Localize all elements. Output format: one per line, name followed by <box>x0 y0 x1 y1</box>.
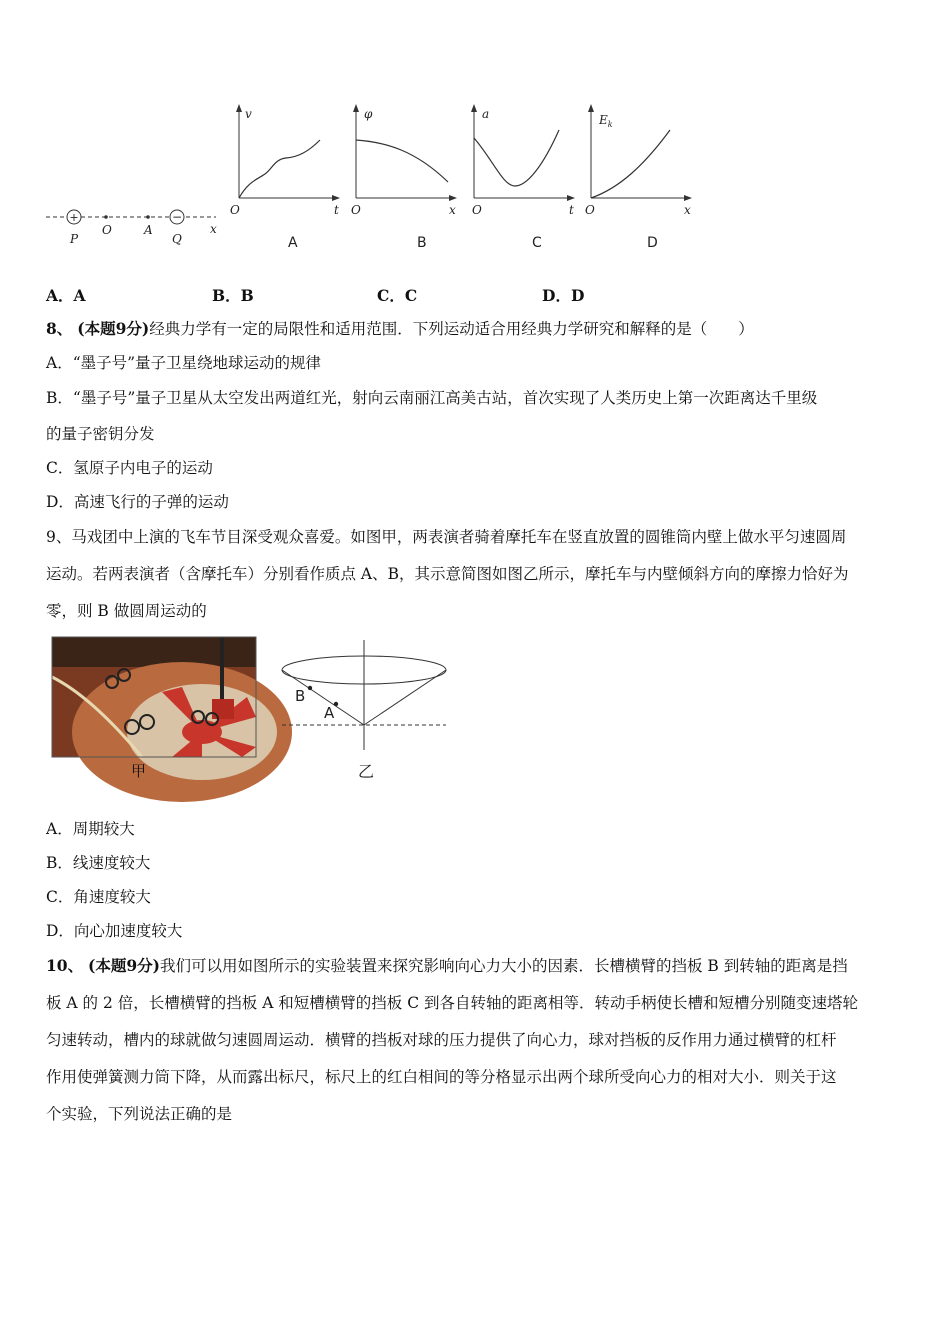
graph-a <box>228 102 348 252</box>
graph-b-caption: B <box>417 235 427 251</box>
graph-d-caption: D <box>647 235 658 251</box>
graph-b <box>345 102 465 252</box>
q8-stem <box>46 318 754 340</box>
q9-option-a[interactable]: A．周期较大 <box>46 820 135 838</box>
q10-stem-line-1 <box>46 955 848 977</box>
graph-c <box>463 102 583 252</box>
circus-motorcycle-photo <box>52 637 256 757</box>
q9-stem-line-3: 零，则 B 做圆周运动的 <box>46 602 207 620</box>
q10-stem-line-5: 个实验，下列说法正确的是 <box>46 1105 233 1123</box>
x-axis-label: x <box>210 222 217 236</box>
graph-c-origin: O <box>472 203 482 217</box>
graph-d-y-label: $E_k$ <box>599 113 613 129</box>
q10-stem-line-2: 板 A 的 2 倍，长槽横臂的挡板 A 和短槽横臂的挡板 C 到各自转轴的距离相等．转动手柄使长槽和短槽分别随变速塔轮 <box>46 994 859 1012</box>
cone-diagram <box>278 640 453 785</box>
graph-d <box>580 102 700 252</box>
q8-number: 8、 <box>46 319 73 338</box>
q9-stem-line-2: 运动。若两表演者（含摩托车）分别看作质点 A、B，其示意简图如图乙所示，摩托车与内壁倾斜方向的摩擦力恰好为 <box>46 565 849 583</box>
graph-b-y-label: φ <box>364 107 373 121</box>
graph-b-x-label: x <box>449 203 456 217</box>
graph-a-origin: O <box>230 203 240 217</box>
graph-c-y-label: a <box>482 107 490 121</box>
q8-points: (本题9分) <box>77 319 150 338</box>
graph-a-x-label: t <box>334 203 339 217</box>
q10-number: 10、 <box>46 956 84 975</box>
q7-option-a[interactable]: A．A <box>46 286 86 305</box>
q8-option-d[interactable]: D．高速飞行的子弹的运动 <box>46 493 229 511</box>
point-a-label: A <box>144 223 153 237</box>
graph-d-x-label: x <box>684 203 691 217</box>
q9-stem-line-1: 9、马戏团中上演的飞车节目深受观众喜爱。如图甲，两表演者骑着摩托车在竖直放置的圆锥筒内壁上做水平匀速圆周 <box>46 528 847 546</box>
q8-stem-text: 经典力学有一定的局限性和适用范围．下列运动适合用经典力学研究和解释的是（ ） <box>149 320 754 338</box>
q8-option-b-cont: 的量子密钥分发 <box>46 425 155 443</box>
graph-d-origin: O <box>585 203 595 217</box>
point-b-label: B <box>295 687 306 705</box>
q10-stem-line-3: 匀速转动，槽内的球就做匀速圆周运动．横臂的挡板对球的压力提供了向心力，球对挡板的反作用力通过横臂的杠杆 <box>46 1031 837 1049</box>
point-o-label: O <box>102 223 112 237</box>
q8-option-b[interactable]: B．“墨子号”量子卫星从太空发出两道红光，射向云南丽江高美古站，首次实现了人类历史上第一次距离达千里级 <box>46 389 818 407</box>
negative-charge-sign: − <box>171 210 183 224</box>
graph-c-x-label: t <box>569 203 574 217</box>
q7-option-c[interactable]: C．C <box>377 286 418 305</box>
point-q-label: Q <box>172 232 182 246</box>
q8-option-c[interactable]: C．氢原子内电子的运动 <box>46 459 213 477</box>
positive-charge-sign: + <box>69 211 79 224</box>
fig-yi-caption: 乙 <box>358 762 375 781</box>
graph-c-caption: C <box>532 235 542 251</box>
q9-option-d[interactable]: D．向心加速度较大 <box>46 922 183 940</box>
point-a-label: A <box>324 704 335 722</box>
q9-option-b[interactable]: B．线速度较大 <box>46 854 151 872</box>
point-p-label: P <box>70 232 79 246</box>
charge-axis-figure <box>44 205 234 250</box>
q7-option-d[interactable]: D．D <box>542 286 585 305</box>
q9-option-c[interactable]: C．角速度较大 <box>46 888 151 906</box>
graph-a-caption: A <box>288 235 298 251</box>
q10-stem-text-1: 我们可以用如图所示的实验装置来探究影响向心力大小的因素．长槽横臂的挡板 B 到转轴的距离是挡 <box>159 957 848 975</box>
q10-stem-line-4: 作用使弹簧测力筒下降，从而露出标尺，标尺上的红白相间的等分格显示出两个球所受向心力的相对大小．则关于这 <box>46 1068 837 1086</box>
q8-option-a[interactable]: A．“墨子号”量子卫星绕地球运动的规律 <box>46 354 322 372</box>
graph-b-origin: O <box>351 203 361 217</box>
q10-points: (本题9分) <box>88 956 160 975</box>
fig-jia-caption: 甲 <box>131 762 147 780</box>
q7-option-b[interactable]: B．B <box>212 286 254 305</box>
graph-a-y-label: v <box>245 107 252 121</box>
